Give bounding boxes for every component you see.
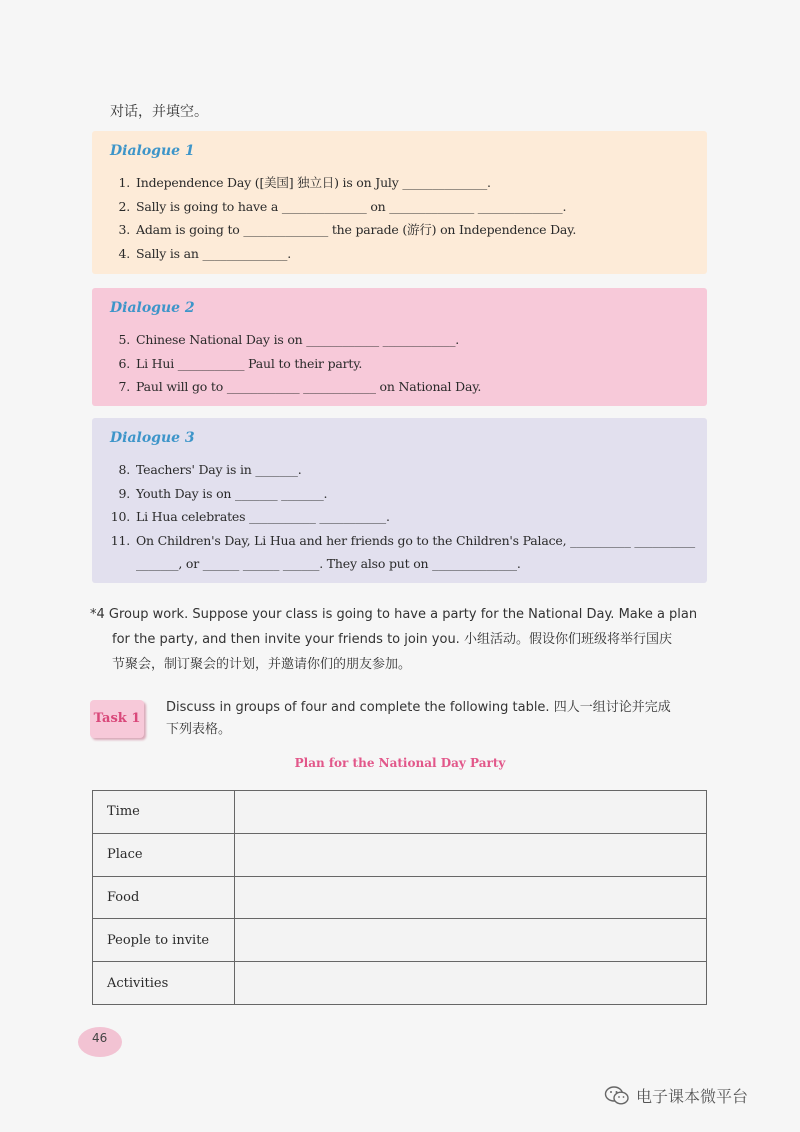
exercise-4-line: for the party, and then invite your friends to join you. 小组活动。假设你们班级将举行国庆 — [112, 632, 672, 647]
table-row — [93, 833, 707, 876]
task-instructions — [166, 697, 726, 741]
question-number: 10. — [110, 509, 130, 524]
table-title: Plan for the National Day Party — [294, 756, 506, 770]
question-number: 11. — [110, 532, 130, 548]
question-text: Li Hui ___________ Paul to their party. — [136, 355, 363, 371]
question-line-continued — [110, 552, 689, 576]
dialogue-3-box — [92, 418, 707, 583]
task-instruction-line: 下列表格。 — [166, 722, 232, 737]
table-row — [93, 876, 707, 919]
question-number: 8. — [118, 462, 130, 477]
watermark — [604, 1084, 748, 1107]
question-number: 1. — [118, 175, 130, 190]
question-number: 6. — [118, 355, 130, 371]
wechat-icon — [604, 1085, 630, 1107]
row-label: People to invite — [93, 919, 235, 962]
question-line — [110, 482, 689, 506]
question-text: Li Hua celebrates ___________ ___________. — [136, 509, 390, 524]
question-text: Chinese National Day is on ____________ ____________. — [136, 332, 460, 347]
question-number: 2. — [118, 198, 130, 214]
exercise-4-line: *4 Group work. Suppose your class is going to have a party for the National Day. Make a plan — [90, 607, 698, 622]
question-line — [110, 352, 689, 376]
question-text: Sally is going to have a ______________ on ______________ ______________. — [136, 198, 567, 214]
question-number: 7. — [118, 379, 130, 394]
dialogue-title: Dialogue 2 — [110, 300, 195, 316]
task-instruction-line: Discuss in groups of four and complete the following table. 四人一组讨论并完成 — [166, 700, 671, 715]
answer-cell[interactable] — [235, 833, 707, 876]
question-line — [110, 195, 689, 219]
question-number: 3. — [118, 222, 130, 237]
question-text: Sally is an ______________. — [136, 245, 291, 261]
question-text: Teachers' Day is in _______. — [136, 462, 302, 477]
question-line — [110, 242, 689, 266]
question-line — [110, 458, 689, 482]
question-text: On Children's Day, Li Hua and her friends go to the Children's Palace, __________ __________ — [136, 532, 695, 548]
question-line — [110, 328, 689, 352]
question-text: Paul will go to ____________ ____________ on National Day. — [136, 379, 482, 394]
watermark-text: 电子课本微平台 — [636, 1087, 749, 1106]
question-text: Independence Day ([美国] 独立日) is on July ______________. — [136, 175, 491, 190]
exercise-4-line: 节聚会，制订聚会的计划，并邀请你们的朋友参加。 — [112, 657, 412, 672]
row-label: Activities — [93, 962, 235, 1005]
row-label: Place — [93, 833, 235, 876]
dialogue-2-box — [92, 288, 707, 406]
question-text: _______, or ______ ______ ______. They also put on ______________. — [136, 556, 521, 571]
task-1-badge: Task 1 — [90, 700, 144, 738]
intro-text: 对话，并填空。 — [110, 104, 208, 120]
answer-cell[interactable] — [235, 962, 707, 1005]
answer-cell[interactable] — [235, 919, 707, 962]
table-row — [93, 919, 707, 962]
page-number: 46 — [78, 1027, 122, 1057]
row-label: Time — [93, 791, 235, 834]
question-number: 5. — [118, 332, 130, 347]
answer-cell[interactable] — [235, 876, 707, 919]
exercise-4 — [90, 602, 720, 677]
question-number: 4. — [118, 245, 130, 261]
question-line — [110, 505, 689, 529]
dialogue-1-box — [92, 131, 707, 274]
table-row — [93, 791, 707, 834]
question-number: 9. — [118, 485, 130, 501]
question-text: Adam is going to ______________ the parade (游行) on Independence Day. — [136, 222, 577, 237]
question-text: Youth Day is on _______ _______. — [136, 485, 328, 501]
answer-cell[interactable] — [235, 791, 707, 834]
question-line — [110, 171, 689, 195]
question-line — [110, 218, 689, 242]
table-row — [93, 962, 707, 1005]
question-line — [110, 375, 689, 399]
question-line — [110, 529, 695, 553]
dialogue-title: Dialogue 3 — [110, 430, 195, 446]
dialogue-title: Dialogue 1 — [110, 143, 195, 159]
plan-table — [92, 790, 707, 1005]
row-label: Food — [93, 876, 235, 919]
